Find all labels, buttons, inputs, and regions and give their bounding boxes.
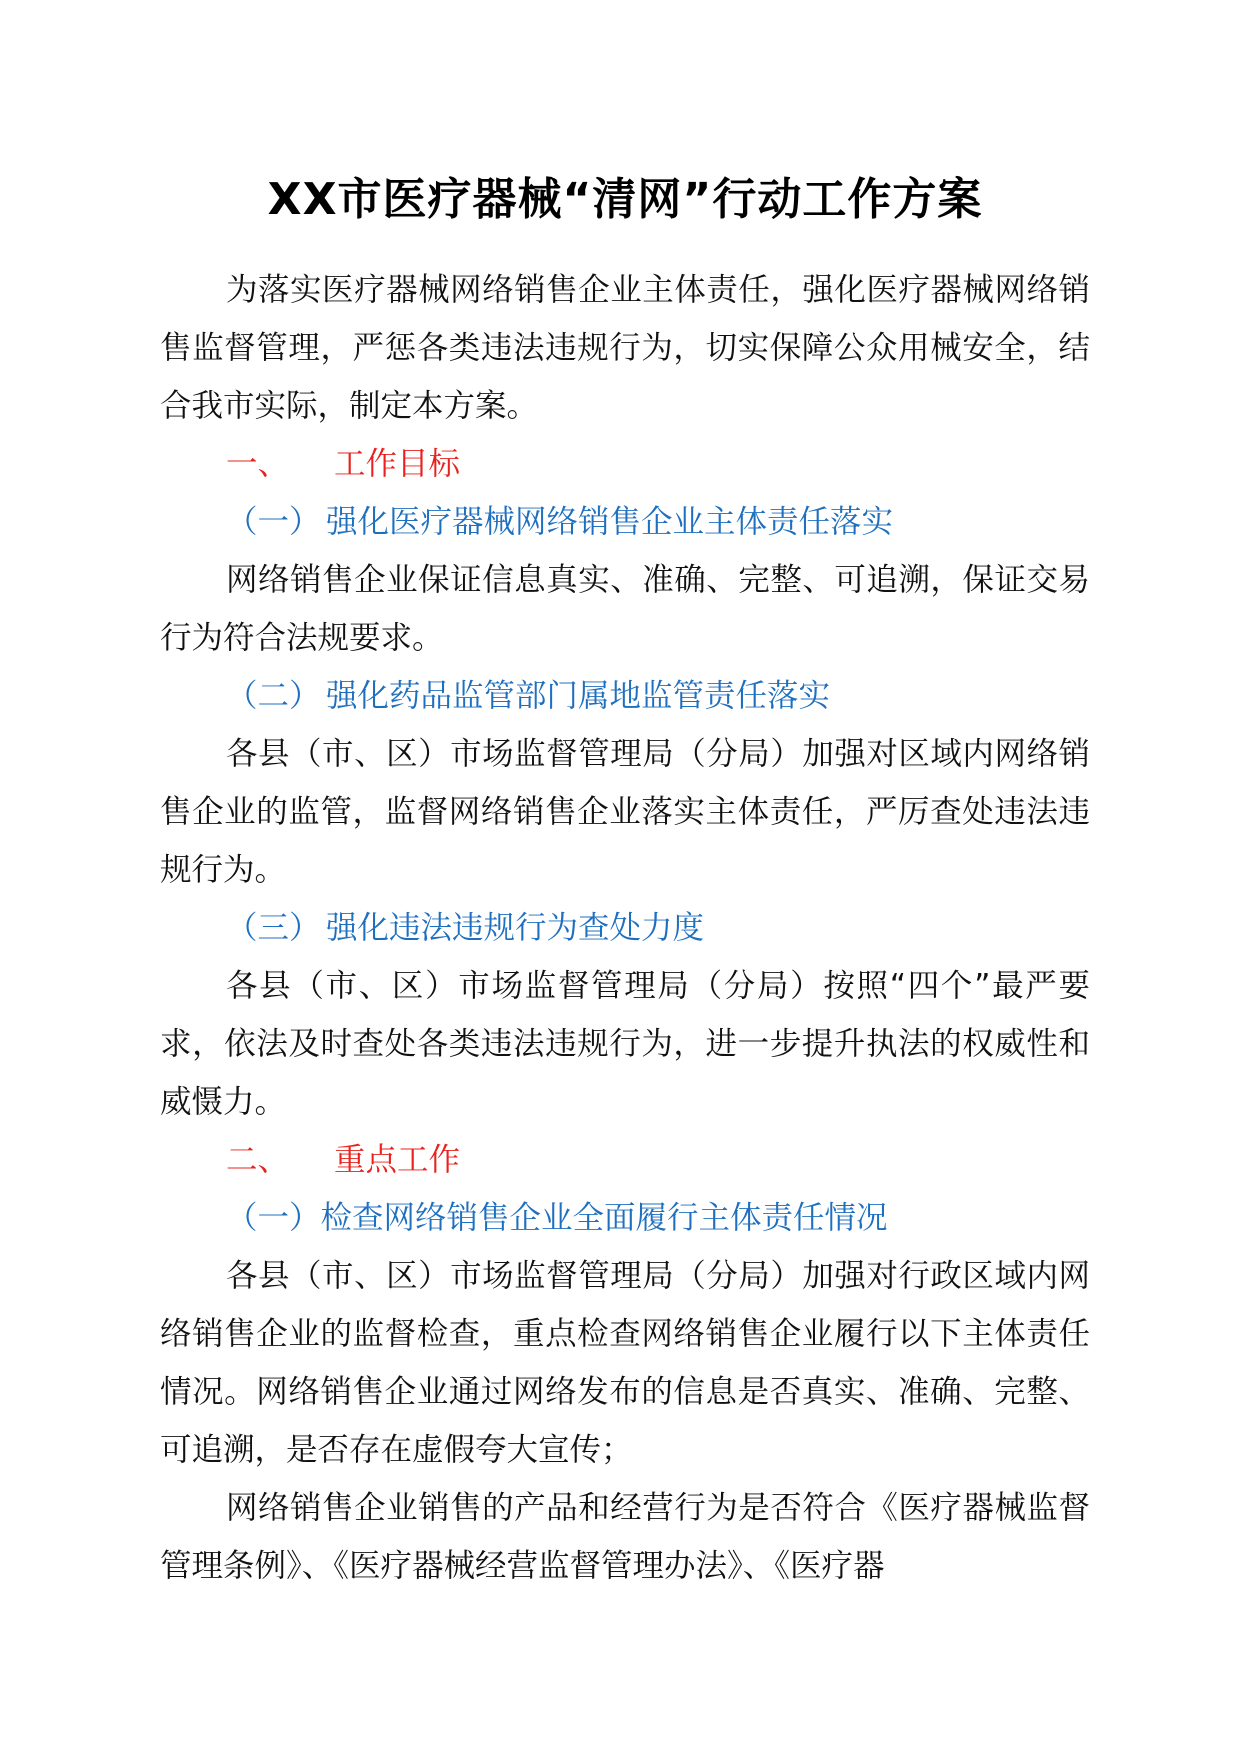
section-heading-key-work (160, 1131, 1090, 1189)
subsection-heading (160, 899, 1090, 957)
subsection-number: （一） (226, 504, 321, 540)
subsection-heading (160, 667, 1090, 725)
subsection-number: （三） (226, 910, 321, 946)
section-number: 二、 (226, 1142, 290, 1178)
subsection-paragraph: 网络销售企业销售的产品和经营行为是否符合《医疗器械监督管理条例》、《医疗器械经营监督管理办法》、《医疗器 (160, 1490, 1090, 1584)
section-number: 一、 (226, 446, 290, 482)
subsection-title: 强化医疗器械网络销售企业主体责任落实 (326, 504, 894, 540)
subsection-paragraph: 各县（市、区）市场监督管理局（分局）加强对行政区域内网络销售企业的监督检查，重点检查网络销售企业履行以下主体责任情况。网络销售企业通过网络发布的信息是否真实、准确、完整、可追溯，是否存在虚假夸大宣传； (160, 1258, 1090, 1468)
subsection-paragraph: 各县（市、区）市场监督管理局（分局）按照“四个”最严要求，依法及时查处各类违法违规行为，进一步提升执法的权威性和威慑力。 (160, 968, 1090, 1120)
section-heading-goals (160, 435, 1090, 493)
subsection-number: （一） (226, 1200, 321, 1236)
intro-paragraph: 为落实医疗器械网络销售企业主体责任，强化医疗器械网络销售监督管理，严惩各类违法违规行为，切实保障公众用械安全，结合我市实际，制定本方案。 (160, 272, 1090, 424)
document-body (160, 261, 1090, 1595)
subsection-paragraph: 各县（市、区）市场监督管理局（分局）加强对区域内网络销售企业的监管，监督网络销售企业落实主体责任，严厉查处违法违规行为。 (160, 736, 1090, 888)
subsection-title: 强化药品监管部门属地监管责任落实 (326, 678, 831, 714)
subsection-paragraph: 网络销售企业保证信息真实、准确、完整、可追溯，保证交易行为符合法规要求。 (160, 562, 1090, 656)
subsection-heading (160, 1189, 1090, 1247)
subsection-number: （二） (226, 678, 321, 714)
section-title: 重点工作 (334, 1142, 461, 1178)
document-title: XX市医疗器械“清网”行动工作方案 (267, 174, 983, 225)
section-title: 工作目标 (334, 446, 461, 482)
subsection-title: 强化违法违规行为查处力度 (326, 910, 705, 946)
subsection-heading (160, 493, 1090, 551)
subsection-title: 检查网络销售企业全面履行主体责任情况 (320, 1200, 888, 1236)
